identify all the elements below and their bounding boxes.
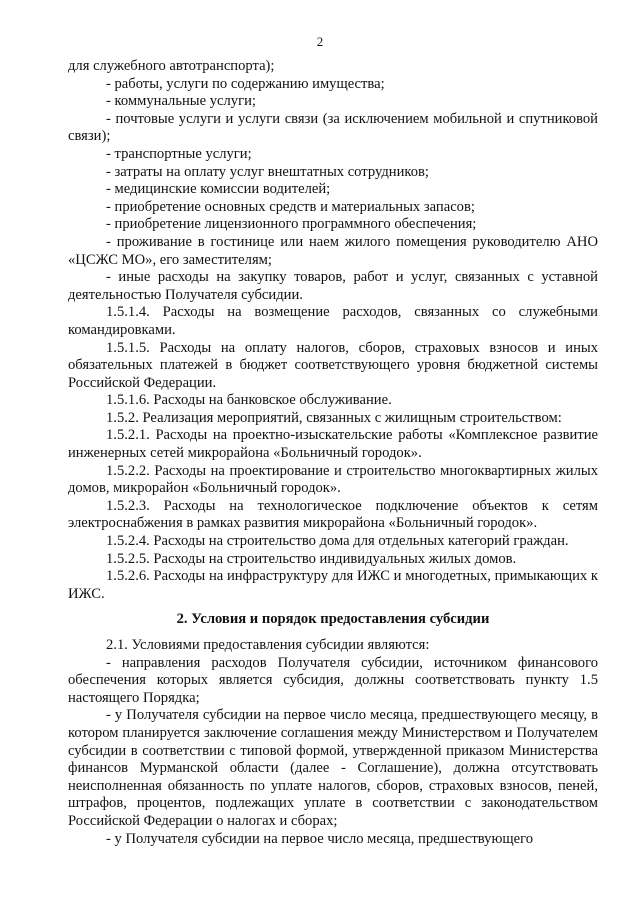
paragraph: - почтовые услуги и услуги связи (за исключением мобильной и спутниковой связи); <box>68 110 598 145</box>
paragraph: - работы, услуги по содержанию имущества; <box>106 75 385 92</box>
paragraph: - затраты на оплату услуг внештатных сотрудников; <box>106 163 429 180</box>
paragraph: для служебного автотранспорта); <box>68 58 275 74</box>
paragraph: 1.5.2.3. Расходы на технологическое подключение объектов к сетям электроснабжения в рамках развития микрорайона «Больничный городок». <box>68 497 598 532</box>
paragraph: 1.5.1.5. Расходы на оплату налогов, сборов, страховых взносов и иных обязательных платежей в бюджет соответствующего уровня бюджетной системы Российской Федерации. <box>68 339 598 391</box>
paragraph: 1.5.1.4. Расходы на возмещение расходов, связанных со служебными командировками. <box>68 304 598 338</box>
paragraph: - приобретение основных средств и материальных запасов; <box>106 198 475 215</box>
paragraph: - проживание в гостинице или наем жилого помещения руководителю АНО «ЦСЖС МО», его заместителям; <box>68 233 598 268</box>
paragraph: - медицинские комиссии водителей; <box>106 181 331 198</box>
paragraph: 1.5.2. Реализация мероприятий, связанных с жилищным строительством: <box>106 409 562 426</box>
paragraph: - направления расходов Получателя субсидии, источником финансового обеспечения которых является субсидия, должны соответствовать пункту 1.5 настоящего Порядка; <box>68 654 598 706</box>
paragraph: - у Получателя субсидии на первое число месяца, предшествующего <box>106 830 534 847</box>
conditions-list <box>68 637 598 848</box>
section-heading: 2. Условия и порядок предоставления субсидии <box>176 611 490 628</box>
expense-list <box>68 58 598 603</box>
page-number: 2 <box>316 34 324 49</box>
paragraph: 1.5.2.5. Расходы на строительство индивидуальных жилых домов. <box>106 550 517 567</box>
paragraph: - приобретение лицензионного программного обеспечения; <box>106 216 477 233</box>
paragraph: - коммунальные услуги; <box>106 93 256 110</box>
document-body <box>68 58 598 848</box>
paragraph: - иные расходы на закупку товаров, работ и услуг, связанных с уставной деятельностью Получателя субсидии. <box>68 269 598 303</box>
paragraph: - транспортные услуги; <box>106 145 252 162</box>
paragraph: 2.1. Условиями предоставления субсидии являются: <box>106 637 430 653</box>
paragraph: 1.5.2.4. Расходы на строительство дома для отдельных категорий граждан. <box>106 533 569 550</box>
paragraph: 1.5.1.6. Расходы на банковское обслуживание. <box>106 392 392 409</box>
paragraph: 1.5.2.6. Расходы на инфраструктуру для ИЖС и многодетных, примыкающих к ИЖС. <box>68 568 598 602</box>
paragraph: 1.5.2.1. Расходы на проектно-изыскательские работы «Комплексное развитие инженерных сетей микрорайона «Больничный городок». <box>68 427 598 462</box>
paragraph: 1.5.2.2. Расходы на проектирование и строительство многоквартирных жилых домов, микрорайон «Больничный городок». <box>68 462 598 497</box>
paragraph: - у Получателя субсидии на первое число месяца, предшествующего месяцу, в котором планируется заключение соглашения между Министерством и Получателем субсидии в соответствии с типовой формой, утвержденной приказом Министерства финансов Мурманской области (далее - Соглашение), должна отсутствовать неисполненная обязанность по уплате налогов, сборов, страховых взносов, пеней, штрафов, процентов, подлежащих уплате в соответствии с законодательством Российской Федерации о налогах и сборах; <box>68 707 598 829</box>
